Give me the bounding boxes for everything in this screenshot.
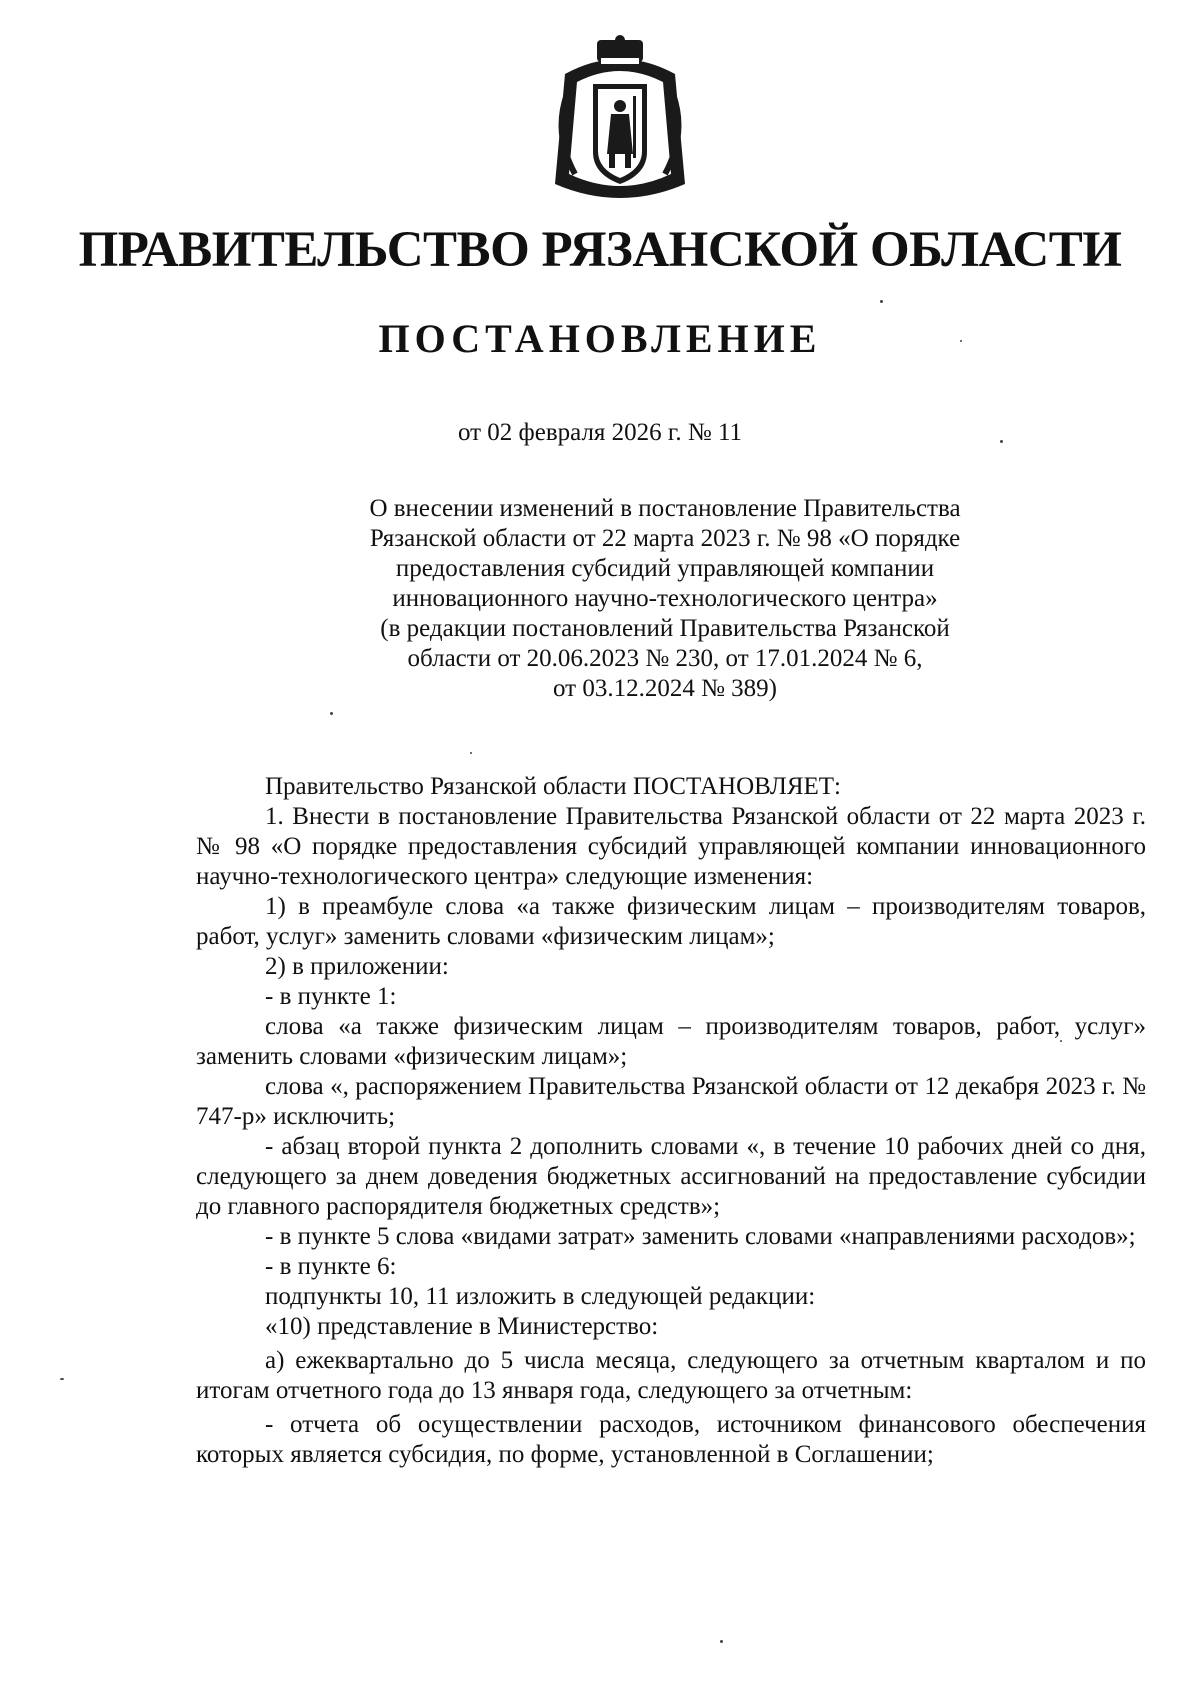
body-paragraph: 1. Внести в постановление Правительства Рязанской области от 22 марта 2023 г. № 98 «О порядке предоставления субсидий управляющей компании инновационного научно-технологического центра» следующие изменения: xyxy=(196,803,1146,890)
body-paragraph: 1) в преамбуле слова «а также физическим лицам – производителям товаров, работ, услуг» заменить словами «физическим лицам»; xyxy=(196,893,1146,950)
subject-line: (в редакции постановлений Правительства Рязанской xyxy=(380,615,950,642)
subject-line: инновационного научно-технологического центра» xyxy=(392,585,938,612)
document-type-heading: ПОСТАНОВЛЕНИЕ xyxy=(378,316,822,361)
body-paragraph: - в пункте 5 слова «видами затрат» заменить словами «направлениями расходов»; xyxy=(265,1223,1136,1250)
scan-speck xyxy=(1060,1040,1062,1042)
body-paragraph: - отчета об осуществлении расходов, источником финансового обеспечения которых является субсидия, по форме, установленной в Соглашении; xyxy=(196,1411,1146,1468)
body-paragraph: а) ежеквартально до 5 числа месяца, следующего за отчетным кварталом и по итогам отчетного года до 13 января года, следующего за отчетным: xyxy=(196,1347,1146,1404)
document-date-number: от 02 февраля 2026 г. № 11 xyxy=(457,419,743,446)
body-paragraph: подпункты 10, 11 изложить в следующей редакции: xyxy=(265,1283,816,1310)
document-body xyxy=(196,772,1146,1470)
scan-speck xyxy=(470,752,472,754)
scan-speck xyxy=(720,1640,723,1643)
document-subject xyxy=(305,494,1025,704)
body-paragraph: 2) в приложении: xyxy=(265,953,449,980)
coat-of-arms-icon xyxy=(545,34,695,214)
organization-title: ПРАВИТЕЛЬСТВО РЯЗАНСКОЙ ОБЛАСТИ xyxy=(78,222,1122,278)
subject-line: О внесении изменений в постановление Правительства xyxy=(369,495,961,522)
scan-speck xyxy=(60,1378,64,1380)
subject-line: области от 20.06.2023 № 230, от 17.01.2024 № 6, xyxy=(407,645,923,672)
subject-line: от 03.12.2024 № 389) xyxy=(552,675,778,702)
subject-line: Рязанской области от 22 марта 2023 г. № 98 «О порядке xyxy=(369,525,961,552)
body-paragraph: «10) представление в Министерство: xyxy=(265,1313,659,1340)
body-paragraph: Правительство Рязанской области ПОСТАНОВЛЯЕТ: xyxy=(265,773,841,800)
subject-line: предоставления субсидий управляющей компании xyxy=(395,555,935,582)
scan-speck xyxy=(1000,440,1003,443)
scan-speck xyxy=(330,712,333,715)
body-paragraph: слова «, распоряжением Правительства Рязанской области от 12 декабря 2023 г. № 747-р» исключить; xyxy=(196,1073,1146,1130)
body-paragraph: - абзац второй пункта 2 дополнить словами «, в течение 10 рабочих дней со дня, следующего за днем доведения бюджетных ассигнований на предоставление субсидии до главного распорядителя бюджетных средств»; xyxy=(196,1133,1146,1220)
scan-speck xyxy=(880,300,883,303)
scan-speck xyxy=(960,340,962,342)
body-paragraph: слова «а также физическим лицам – производителям товаров, работ, услуг» заменить словами «физическим лицам»; xyxy=(196,1013,1146,1070)
body-paragraph: - в пункте 6: xyxy=(265,1253,397,1280)
body-paragraph: - в пункте 1: xyxy=(265,983,397,1010)
